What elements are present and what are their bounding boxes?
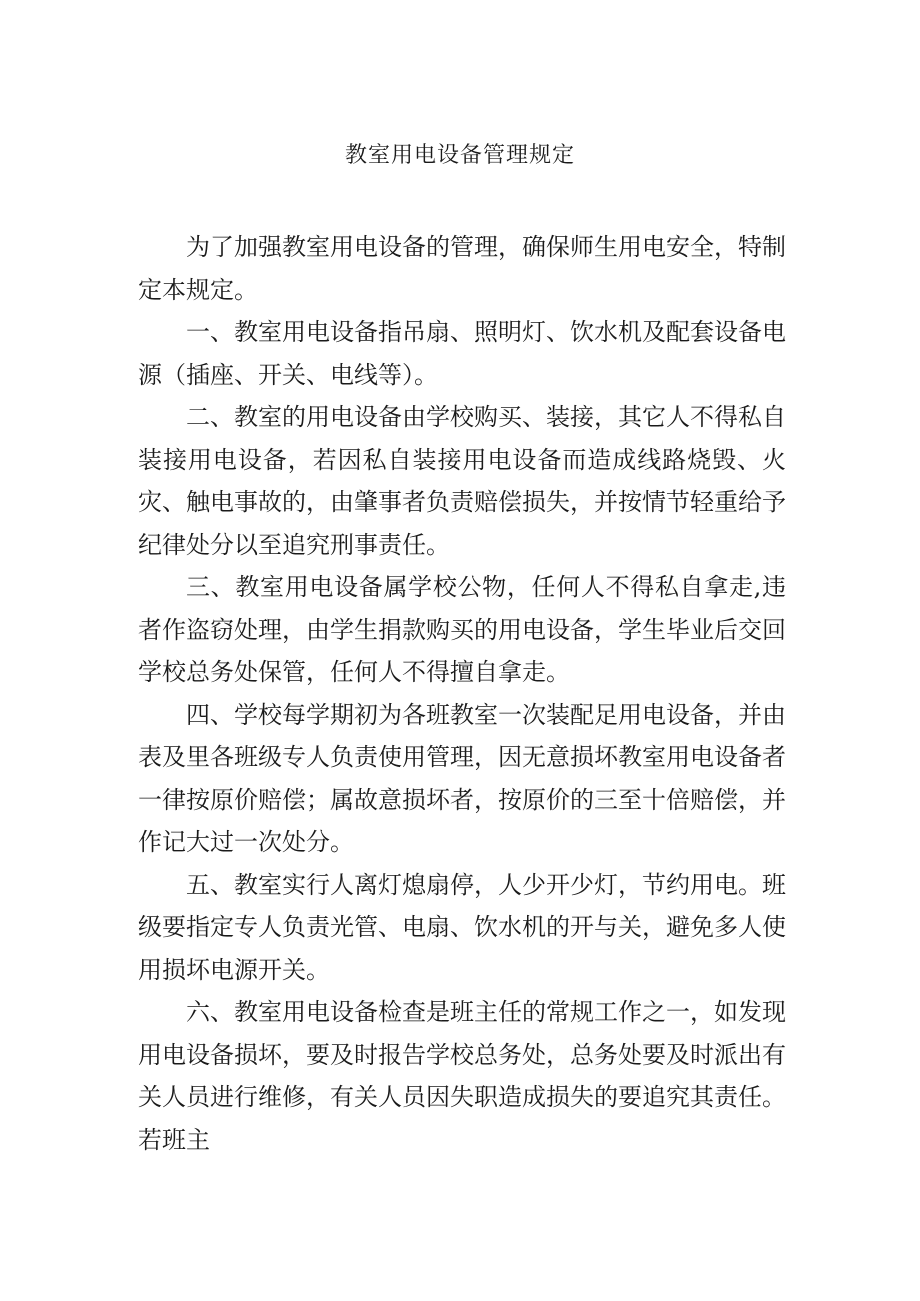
paragraph-article-4: 四、学校每学期初为各班教室一次装配足用电设备，并由表及里各班级专人负责使用管理，因无意损坏教室用电设备者一律按原价赔偿；属故意损坏者，按原价的三至十倍赔偿，并作记大过一次处分。 xyxy=(138,700,786,856)
paragraph-article-3: 三、教室用电设备属学校公物，任何人不得私自拿走,违者作盗窃处理，由学生捐款购买的用电设备，学生毕业后交回学校总务处保管，任何人不得擅自拿走。 xyxy=(138,573,786,686)
paragraph-article-1: 一、教室用电设备指吊扇、照明灯、饮水机及配套设备电源（插座、开关、电线等）。 xyxy=(138,318,786,389)
paragraph-article-6: 六、教室用电设备检查是班主任的常规工作之一，如发现用电设备损坏，要及时报告学校总务处，总务处要及时派出有关人员进行维修，有关人员因失职造成损失的要追究其责任。若班主 xyxy=(138,998,786,1154)
document-title: 教室用电设备管理规定 xyxy=(344,143,575,168)
paragraph-intro: 为了加强教室用电设备的管理，确保师生用电安全，特制定本规定。 xyxy=(138,233,786,304)
paragraph-article-5: 五、教室实行人离灯熄扇停，人少开少灯，节约用电。班级要指定专人负责光管、电扇、饮水机的开与关，避免多人使用损坏电源开关。 xyxy=(138,870,786,984)
paragraph-article-2: 二、教室的用电设备由学校购买、装接，其它人不得私自装接用电设备，若因私自装接用电设备而造成线路烧毁、火灾、触电事故的，由肇事者负责赔偿损失，并按情节轻重给予纪律处分以至追究刑事责任。 xyxy=(138,403,786,559)
document-body xyxy=(138,226,786,1161)
